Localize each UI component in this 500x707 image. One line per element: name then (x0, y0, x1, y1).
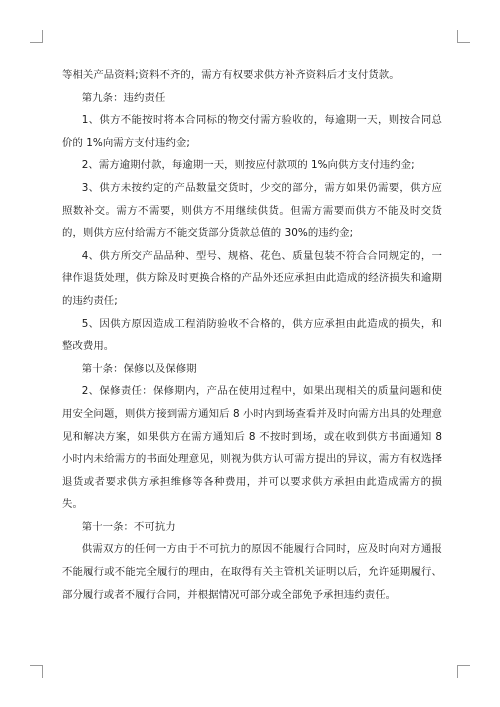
clause-9-1: 1、供方不能按时将本合同标的物交付需方验收的，每逾期一天，则按合同总价的 1%向需方支付违约金; (62, 114, 442, 149)
section-heading-article-10: 第十条：保修以及保修期 (81, 362, 197, 375)
section-heading-article-9: 第九条：违约责任 (81, 91, 166, 104)
crop-mark-top-right (457, 30, 470, 43)
crop-mark-top-left (30, 30, 43, 43)
clause-9-2: 2、需方逾期付款，每逾期一天，则按应付款项的 1%向供方支付违约金; (81, 159, 415, 172)
clause-9-5: 5、因供方原因造成工程消防验收不合格的，供方应承担由此造成的损失，和整改费用。 (62, 317, 442, 353)
clause-11-force-majeure: 供需双方的任何一方由于不可抗力的原因不能履行合同时，应及时向对方通报不能履行或不能完全履行的理由，在取得有关主管机关证明以后，允许延期履行、部分履行或者不履行合同，并根据情况可部分或全部免予承担违约责任。 (62, 543, 442, 601)
crop-mark-bottom-left (30, 665, 43, 678)
crop-mark-bottom-right (457, 665, 470, 678)
document-body (62, 64, 442, 606)
section-heading-article-11: 第十一条：不可抗力 (81, 520, 176, 533)
paragraph-payment-documents: 等相关产品资料;资料不齐的，需方有权要求供方补齐资料后才支付货款。 (62, 69, 400, 81)
clause-9-4: 4、供方所交产品品种、型号、规格、花色、质量包装不符合合同规定的，一律作退货处理，供方除及时更换合格的产品外还应承担由此造成的经济损失和逾期的违约责任; (62, 249, 442, 307)
clause-10-2: 2、保修责任：保修期内，产品在使用过程中，如果出现相关的质量问题和使用安全问题，则供方接到需方通知后 8 小时内到场查看并及时向需方出具的处理意见和解决方案，如果供方在需方通知后 8 不按时到场，或在收到供方书面通知 8 小时内未给需方的书面处理意见，则视为供方认可需方提出的异议，需方有权选择退货或者要求供方承担维修等各种费用，并可以要求供方承担由此造成需方的损失。 (62, 385, 442, 511)
clause-9-3: 3、供方未按约定的产品数量交货时，少交的部分，需方如果仍需要，供方应照数补交。需方不需要，则供方不用继续供货。但需方需要而供方不能及时交货的，则供方应付给需方不能交货部分货款总值的 30%的违约金; (62, 181, 442, 240)
